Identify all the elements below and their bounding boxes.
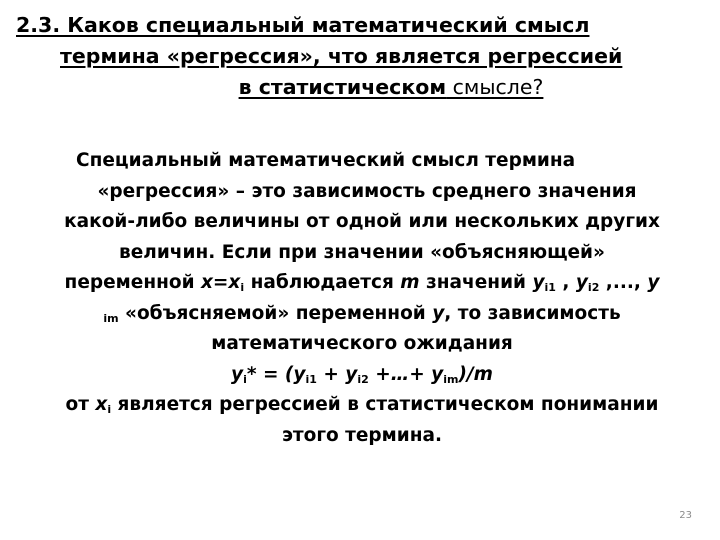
body-line-1: Специальный математический смысл термина [76, 150, 576, 171]
formula-plus-1: + y [316, 363, 358, 385]
body-line-9 [14, 390, 710, 421]
var-m: m [400, 272, 420, 293]
formula-sub-3: im [443, 372, 459, 386]
slide-body [14, 146, 710, 451]
var-x-i-sub: i [107, 403, 112, 416]
body-line-2: «регрессия» – это зависимость среднего значения [97, 180, 637, 202]
formula-end: )/m [458, 363, 493, 385]
title-line-3-bold: в статистическом [238, 75, 447, 99]
body-line-9-b: является регрессией в статистическом понимании [111, 394, 659, 415]
var-y-1-sub: i1 [544, 281, 556, 294]
formula-y: y [231, 363, 244, 385]
title-line-3-normal: смысле? [446, 75, 544, 99]
var-y-1: y [532, 272, 545, 293]
var-y-3-sub: im [103, 311, 119, 325]
body-line-6-a: «объясняемой» переменной [118, 302, 433, 324]
var-y-3: y [647, 272, 660, 293]
slide-title [16, 10, 706, 103]
var-y-2: y [575, 272, 588, 293]
title-line-3 [16, 72, 706, 103]
body-line-5 [14, 268, 710, 299]
body-line-5-a: переменной [64, 272, 201, 293]
body-line-10: этого термина. [281, 424, 443, 446]
formula-eq: * = (y [246, 363, 306, 385]
body-line-3: какой-либо величины от одной или нескольких других [64, 211, 660, 232]
body-line-6-b: , то зависимость [444, 302, 621, 324]
body-line-9-a: от [65, 394, 96, 415]
var-y: y [432, 302, 445, 324]
title-line-1: 2.3. Каков специальный математический смысл [16, 13, 590, 37]
body-line-7: математического ожидания [211, 333, 513, 354]
body-line-5-sep: , [555, 272, 576, 293]
page-number: 23 [679, 510, 692, 521]
formula-sub-1: i1 [305, 372, 317, 386]
body-line-5-c: значений [419, 272, 533, 293]
formula-y-sub: i [243, 372, 247, 386]
var-y-2-sub: i2 [587, 281, 600, 294]
var-x-sub: i [240, 281, 245, 294]
formula [14, 360, 710, 391]
title-line-2: термина «регрессия», что является регрессией [60, 44, 623, 68]
formula-plus-2: +…+ y [368, 363, 444, 385]
body-line-5-b: наблюдается [244, 272, 401, 293]
var-x-eq: x=x [201, 272, 241, 293]
body-line-6 [14, 299, 710, 330]
body-line-5-d: ,..., [599, 272, 648, 293]
var-x-i: x [95, 394, 108, 415]
body-line-4: величин. Если при значении «объясняющей» [119, 241, 605, 263]
formula-sub-2: i2 [357, 372, 369, 386]
